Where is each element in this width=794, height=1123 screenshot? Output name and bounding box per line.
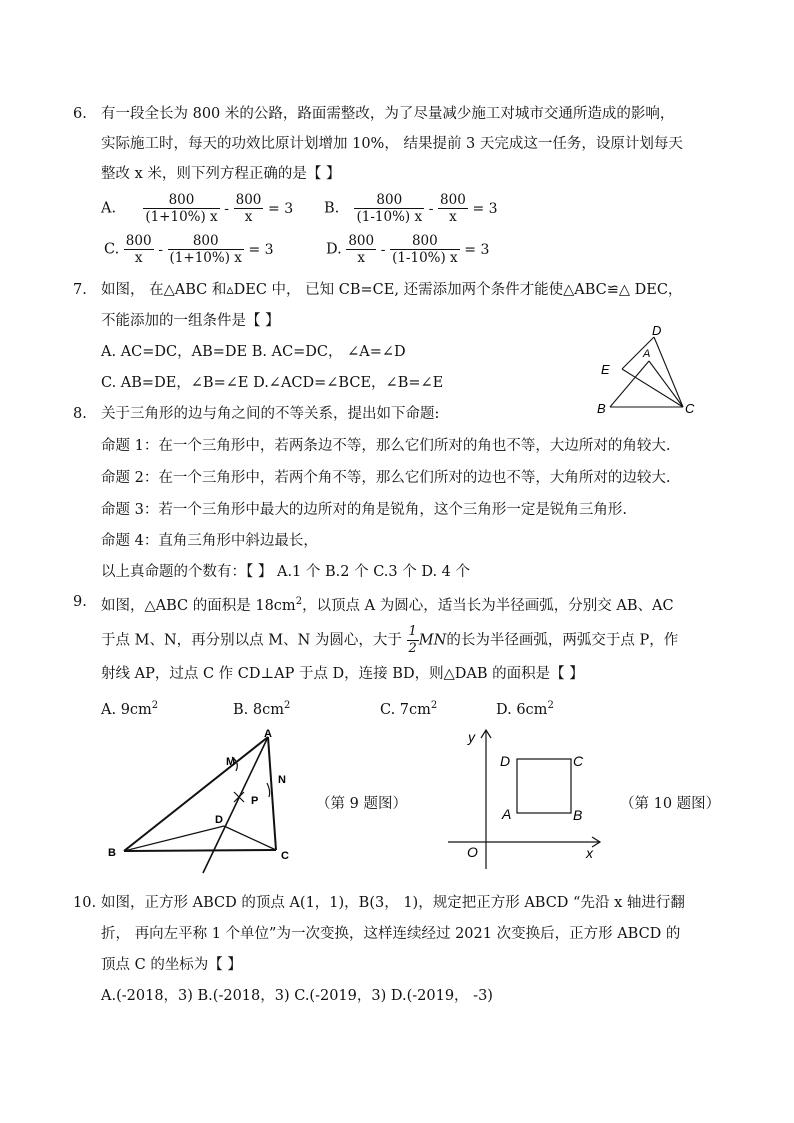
q9-half-fraction: $\frac{1}{2}$: [408, 624, 417, 656]
q6-option-b-label: B.: [324, 200, 340, 217]
q8-proposition-3: 命题 3：若一个三角形中最大的边所对的角是锐角，这个三角形一定是锐角三角形.: [101, 502, 627, 518]
q9-option-b[interactable]: B. $8cm^2$: [233, 700, 291, 718]
q7-option-cd[interactable]: C. AB=DE，∠B=∠E D.∠ACD=∠BCE，∠B=∠E: [101, 375, 444, 391]
q7-label-e: E: [601, 362, 610, 377]
q9-figure-caption: （第 9 题图）: [316, 796, 407, 812]
q10-options[interactable]: A.(-2018，3) B.(-2018，3) C.(-2019，3) D.(-2019， -3): [101, 988, 493, 1004]
q7-number: 7.: [73, 282, 87, 298]
q9-line-2: 于点 M、N，再分别以点 M、N 为圆心，大于 $\frac{1}{2}$ MN的长为半径画弧，两弧交于点 P，作: [101, 624, 679, 656]
q10-label-y: y: [468, 729, 475, 745]
q7-label-d: D: [652, 323, 662, 338]
q6-option-b-fraction-1: $\frac{800}{(1-10\%) x}$: [356, 192, 423, 225]
q7-line-1: 如图， 在△ABC 和▵DEC 中， 已知 CB=CE, 还需添加两个条件才能使△ABC≌△ DEC，: [101, 282, 683, 298]
q6-option-d[interactable]: D. $\frac{800}{x}$ - $\frac{800}{(1-10\%) x}$ = 3: [326, 233, 490, 266]
q6-option-a[interactable]: A. $\frac{800}{(1+10\%) x}$ - $\frac{800}{x}$ = 3: [101, 192, 294, 225]
q9-number: 9.: [73, 594, 87, 610]
q8-number: 8.: [73, 406, 87, 422]
q6-option-a-fraction-1: $\frac{800}{(1+10\%) x}$: [145, 192, 218, 225]
q7-line-2: 不能添加的一组条件是【 】: [101, 313, 280, 329]
q9-line-1: 如图，△ABC 的面积是 $18cm^2$，以顶点 A 为圆心，适当长为半径画弧，分别交 AB、AC: [101, 596, 674, 614]
q9-label-p: P: [251, 795, 259, 807]
q6-option-a-fraction-2: $\frac{800}{x}$: [235, 192, 262, 225]
q9-label-m: M: [226, 756, 236, 768]
q7-label-a: A: [643, 348, 651, 360]
q10-line-3: 顶点 C 的坐标为【 】: [101, 957, 242, 973]
q10-line-2: 折， 再向左平称 1 个单位”为一次变换，这样连续经过 2021 次变换后，正方形 ABCD 的: [101, 926, 681, 942]
q10-label-b: B: [573, 807, 583, 823]
q6-line-3: 整改 x 米，则下列方程正确的是【 】: [101, 166, 341, 182]
q10-label-a: A: [502, 806, 512, 822]
q9-triangle-figure: [100, 725, 310, 880]
q9-line-3: 射线 AP，过点 C 作 CD⊥AP 于点 D，连接 BD，则△DAB 的面积是【 】: [101, 666, 584, 682]
q6-option-d-fraction-1: $\frac{800}{x}$: [348, 233, 375, 266]
q6-line-1: 有一段全长为 800 米的公路，路面需整改，为了尽量减少施工对城市交通所造成的影响，: [101, 106, 675, 122]
q9-label-a: A: [264, 728, 272, 740]
q6-option-d-label: D.: [326, 241, 342, 258]
q10-figure-caption: （第 10 题图）: [620, 796, 721, 812]
q6-option-b[interactable]: B. $\frac{800}{(1-10\%) x}$ - $\frac{800}{x}$ = 3: [324, 192, 498, 225]
q7-label-c: C: [685, 401, 695, 416]
q8-proposition-2: 命题 2：在一个三角形中，若两个角不等，那么它们所对的边也不等，大角所对的边较大.: [101, 470, 671, 486]
q8-line-1: 关于三角形的边与角之间的不等关系，提出如下命题:: [101, 406, 440, 422]
q8-proposition-4: 命题 4：直角三角形中斜边最长，: [101, 533, 318, 549]
q10-number: 10.: [73, 895, 97, 911]
q10-coordinate-figure: [440, 724, 620, 874]
q6-option-c-label: C.: [104, 241, 120, 258]
q9-option-a[interactable]: A. $9cm^2$: [101, 700, 159, 718]
q6-line-2: 实际施工时，每天的功效比原计划增加 10%， 结果提前 3 天完成这一任务，设原计划每天: [101, 136, 683, 152]
q8-options[interactable]: 以上真命题的个数有：【 】 A.1 个 B.2 个 C.3 个 D. 4 个: [101, 564, 470, 580]
q9-option-d[interactable]: D. $6cm^2$: [496, 700, 554, 718]
q6-option-d-fraction-2: $\frac{800}{(1-10\%) x}$: [392, 233, 458, 266]
q10-label-x: x: [586, 845, 593, 861]
q10-label-c: C: [573, 753, 584, 769]
q10-label-o: O: [467, 844, 478, 860]
q8-proposition-1: 命题 1：在一个三角形中，若两条边不等，那么它们所对的角也不等，大边所对的角较大.: [101, 438, 671, 454]
q9-option-c[interactable]: C. $7cm^2$: [380, 700, 438, 718]
q6-option-b-fraction-2: $\frac{800}{x}$: [440, 192, 466, 225]
q10-label-d: D: [500, 753, 511, 769]
q7-option-ab[interactable]: A. AC=DC，AB=DE B. AC=DC， ∠A=∠D: [101, 344, 406, 360]
q10-line-1: 如图，正方形 ABCD 的顶点 A(1，1)，B(3， 1)，规定把正方形 ABCD “先沿 x 轴进行翻: [101, 895, 685, 911]
q6-option-a-label: A.: [101, 200, 117, 217]
q9-label-b: B: [108, 847, 116, 859]
q9-label-d: D: [215, 814, 223, 826]
q7-label-b: B: [597, 401, 606, 416]
q6-number: 6.: [73, 106, 87, 122]
q6-option-c-fraction-1: $\frac{800}{x}$: [125, 233, 152, 266]
q9-label-c: C: [281, 850, 289, 862]
q7-triangle-figure: [590, 320, 710, 420]
q6-option-c[interactable]: C. $\frac{800}{x}$ - $\frac{800}{(1+10\%) x}$ = 3: [104, 233, 274, 266]
q9-label-n: N: [278, 774, 286, 786]
q6-option-c-fraction-2: $\frac{800}{(1+10\%) x}$: [169, 233, 242, 266]
